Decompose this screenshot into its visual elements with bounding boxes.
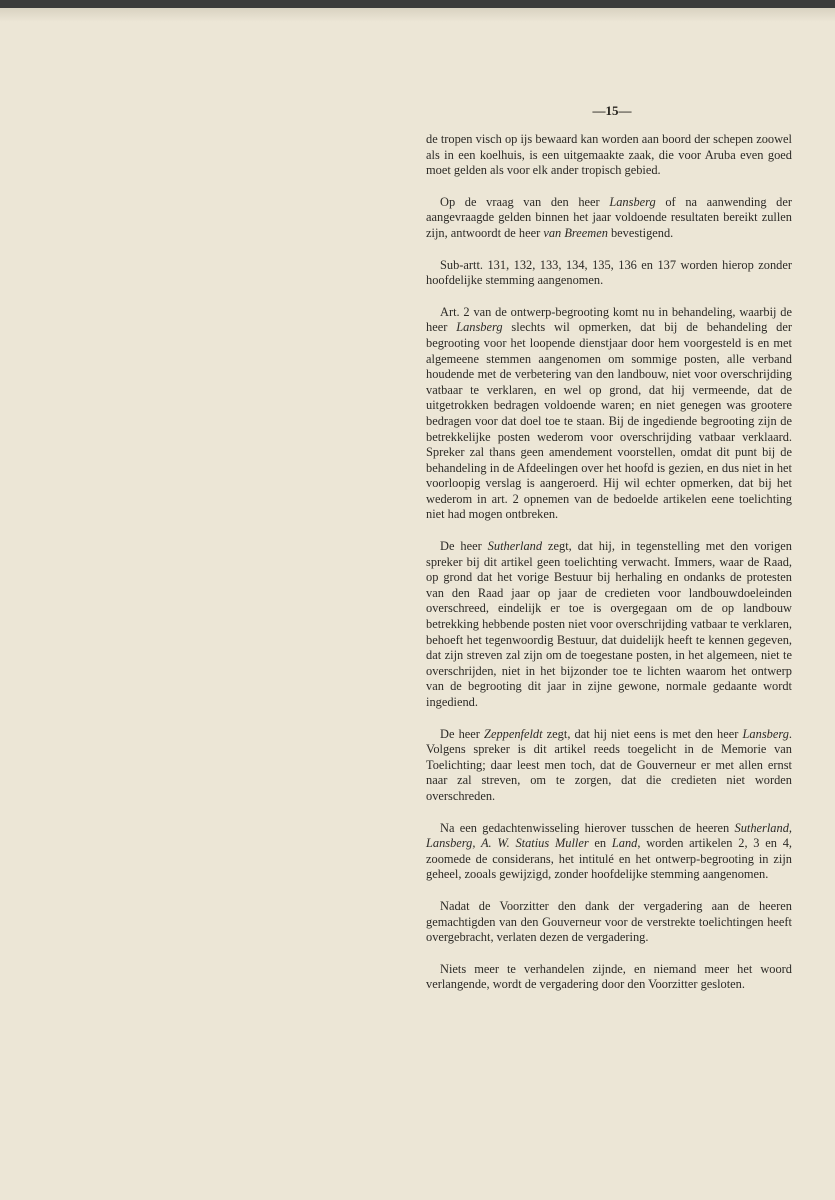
paragraph-6: De heer Zeppenfeldt zegt, dat hij niet eens is met den heer Lansberg. Volgens spreker is dit artikel reeds toegelicht in de Memorie van Toelichting; daar leest men toch, dat de Gouverneur er met allen ernst naar zal streven, om te zorgen, dat die credieten niet worden overschreden. bbox=[426, 726, 792, 803]
paragraph-3: Sub-artt. 131, 132, 133, 134, 135, 136 en 137 worden hierop zonder hoofdelijke stemming aangenomen. bbox=[426, 257, 792, 288]
paragraph-2: Op de vraag van den heer Lansberg of na aanwending der aangevraagde gelden binnen het jaar voldoende resultaten bereikt zullen zijn, antwoordt de heer van Breemen bevestigend. bbox=[426, 194, 792, 240]
text-column bbox=[426, 132, 792, 1009]
page-top-shadow bbox=[0, 8, 835, 22]
paragraph-9: Niets meer te verhandelen zijnde, en niemand meer het woord verlangende, wordt de vergadering door den Voorzitter gesloten. bbox=[426, 961, 792, 992]
paragraph-4: Art. 2 van de ontwerp-begrooting komt nu in behandeling, waarbij de heer Lansberg slechts wil opmerken, dat bij de behandeling der begrooting voor het loopende dienstjaar door hem voorgesteld is en met algemeene stemmen aangenomen om sommige posten, alle verband houdende met de verbetering van den landbouw, niet voor overschrijding vatbaar te verklaren, en wel op grond, dat hij vermeende, dat de uitgetrokken bedragen voldoende waren; en niet genegen was grootere bedragen voor dat doel toe te staan. Bij de ingediende begrooting zijn de betrekkelijke posten wederom voor overschrijding vatbaar verklaard. Spreker zal thans geen amendement voorstellen, omdat dit punt bij de behandeling in de Afdeelingen over het hoofd is gezien, en dus niet in het voorloopig verslag is aangeroerd. Hij wil echter opmerken, dat bij het wederom in art. 2 opnemen van de bedoelde artikelen eene toelichting niet had mogen ontbreken. bbox=[426, 304, 792, 522]
paragraph-1: de tropen visch op ijs bewaard kan worden aan boord der schepen zoowel als in een koelhuis, is een uitgemaakte zaak, die voor Aruba even goed moet gelden als voor elk ander tropisch gebied. bbox=[426, 132, 792, 178]
paragraph-5: De heer Sutherland zegt, dat hij, in tegenstelling met den vorigen spreker bij dit artikel geen toelichting verwacht. Immers, waar de Raad, op grond dat het vorige Bestuur bij herhaling en ondanks de protesten van den Raad jaar op jaar de credieten voor landbouwdoeleinden overschreed, eindelijk er toe is overgegaan om de op landbouw betrekking hebbende posten niet voor overschrijding vatbaar te verklaren, behoeft het tegenwoordig Bestuur, dat duidelijk heeft te kennen gegeven, dat zijn streven zal zijn om de toegestane posten, in het algemeen, niet te overschrijden, niet in het bijzonder toe te lichten waarom het ontwerp van de begrooting dit jaar in zijne gewone, normale gedaante wordt ingediend. bbox=[426, 539, 792, 709]
paragraph-8: Nadat de Voorzitter den dank der vergadering aan de heeren gemachtigden van den Gouverneur voor de verstrekte toelichtingen heeft overgebracht, verlaten dezen de vergadering. bbox=[426, 898, 792, 945]
paragraph-7: Na een gedachtenwisseling hierover tusschen de heeren Sutherland, Lansberg, A. W. Statius Muller en Land, worden artikelen 2, 3 en 4, zoomede de considerans, het intitulé en het ontwerp-begrooting in zijn geheel, zooals gewijzigd, zonder hoofdelijke stemming aangenomen. bbox=[426, 820, 792, 882]
page-number: —15— bbox=[592, 103, 632, 118]
